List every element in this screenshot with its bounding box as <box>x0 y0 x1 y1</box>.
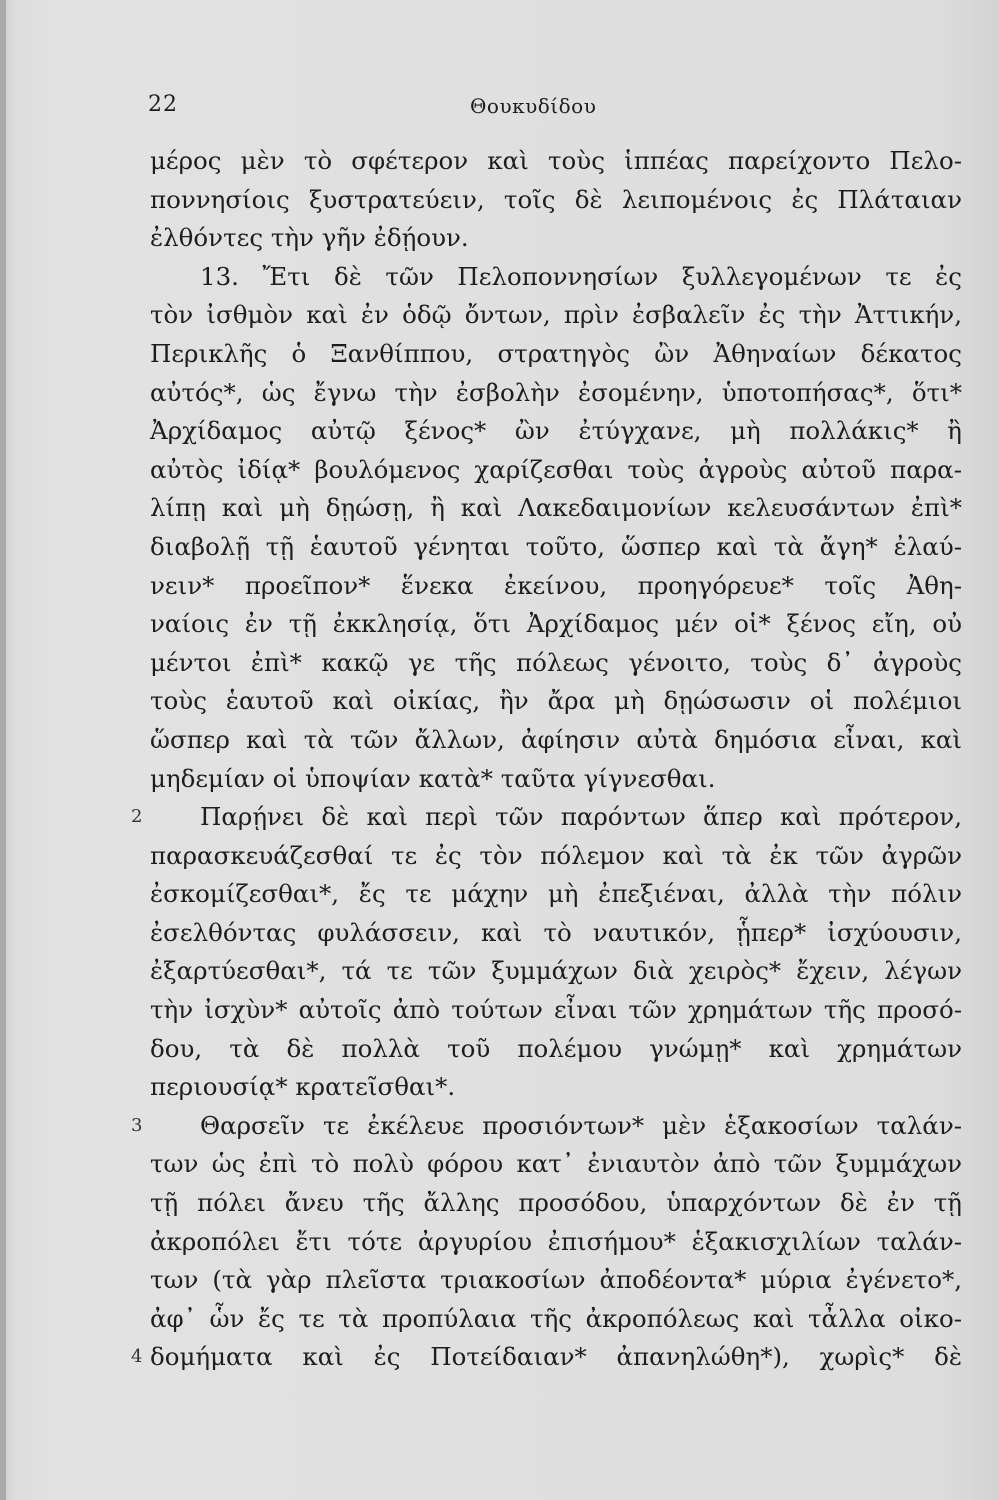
text-line <box>150 1261 962 1300</box>
line-text: ἐξαρτύεσθαι*, τά τε τῶν ξυμμάχων διὰ χειρὸς* ἔχειν, λέγων <box>150 956 962 986</box>
text-line <box>150 412 962 451</box>
section-margin-number: 4 <box>131 1346 143 1368</box>
text-line <box>150 335 962 374</box>
line-text: ὥσπερ καὶ τὰ τῶν ἄλλων, ἀφίησιν αὐτὰ δημόσια εἶναι, καὶ <box>150 724 962 754</box>
text-line <box>150 258 962 297</box>
page-number: 22 <box>148 92 178 117</box>
page-spine-edge <box>0 0 6 1500</box>
line-text: αὐτός*, ὡς ἔγνω τὴν ἐσβολὴν ἐσομένην, ὑποτοπήσας*, ὅτι* <box>150 377 962 407</box>
line-text: μέντοι ἐπὶ* κακῷ γε τῆς πόλεως γένοιτο, τοὺς δ᾽ ἀγροὺς <box>150 647 962 677</box>
text-line <box>150 682 962 721</box>
text-line <box>150 528 962 567</box>
text-line <box>150 489 962 528</box>
text-line <box>131 798 962 837</box>
line-text: ἐλθόντες τὴν γῆν ἐδῄουν. <box>150 223 469 253</box>
running-title: Θουκυδίδου <box>470 94 597 118</box>
line-text: 13. Ἔτι δὲ τῶν Πελοποννησίων ξυλλεγομένων τε ἐς <box>200 261 962 291</box>
text-line <box>150 374 962 413</box>
page-header <box>0 92 999 132</box>
line-text: Παρῄνει δὲ καὶ περὶ τῶν παρόντων ἅπερ καὶ πρότερον, <box>200 802 962 832</box>
body-text <box>131 142 962 1377</box>
text-line <box>150 1223 962 1262</box>
text-line <box>150 1300 962 1339</box>
line-text: τὸν ἰσθμὸν καὶ ἐν ὁδῷ ὄντων, πρὶν ἐσβαλεῖν ἐς τὴν Ἀττικήν, <box>150 300 962 330</box>
line-text: αὐτὸς ἰδίᾳ* βουλόμενος χαρίζεσθαι τοὺς ἀγροὺς αὐτοῦ παρα- <box>150 454 962 484</box>
line-text: ναίοις ἐν τῇ ἐκκλησίᾳ, ὅτι Ἀρχίδαμος μέν οἱ* ξένος εἴη, οὐ <box>150 609 962 639</box>
text-line <box>131 1338 962 1377</box>
text-line <box>150 914 962 953</box>
line-text: των ὡς ἐπὶ τὸ πολὺ φόρου κατ᾽ ἐνιαυτὸν ἀπὸ τῶν ξυμμάχων <box>150 1149 962 1179</box>
text-line <box>150 721 962 760</box>
text-line <box>150 296 962 335</box>
text-line <box>150 875 962 914</box>
text-line <box>150 1068 962 1107</box>
text-line <box>150 181 962 220</box>
line-text: τὴν ἰσχὺν* αὐτοῖς ἀπὸ τούτων εἶναι τῶν χρημάτων τῆς προσό- <box>150 995 962 1025</box>
line-text: λίπῃ καὶ μὴ δῃώσῃ, ἢ καὶ Λακεδαιμονίων κελευσάντων ἐπὶ* <box>150 493 962 523</box>
line-text: ἐσελθόντας φυλάσσειν, καὶ τὸ ναυτικόν, ᾗπερ* ἰσχύουσιν, <box>150 917 962 947</box>
text-line <box>150 952 962 991</box>
text-line <box>150 605 962 644</box>
text-line <box>131 1107 962 1146</box>
text-line <box>150 760 962 799</box>
line-text: δου, τὰ δὲ πολλὰ τοῦ πολέμου γνώμῃ* καὶ χρημάτων <box>150 1033 962 1063</box>
line-text: των (τὰ γὰρ πλεῖστα τριακοσίων ἀποδέοντα* μύρια ἐγένετο*, <box>150 1265 962 1295</box>
section-margin-number: 2 <box>131 806 143 828</box>
line-text: ποννησίοις ξυστρατεύειν, τοῖς δὲ λειπομένοις ἐς Πλάταιαν <box>150 184 962 214</box>
line-text: δομήματα καὶ ἐς Ποτείδαιαν* ἀπανηλώθη*), χωρὶς* δὲ <box>150 1342 962 1372</box>
text-line <box>150 142 962 181</box>
line-text: ἀφ᾽ ὧν ἔς τε τὰ προπύλαια τῆς ἀκροπόλεως καὶ τἆλλα οἰκο- <box>150 1303 962 1333</box>
line-text: παρασκευάζεσθαί τε ἐς τὸν πόλεμον καὶ τὰ ἐκ τῶν ἀγρῶν <box>150 840 962 870</box>
text-line <box>150 644 962 683</box>
line-text: Περικλῆς ὁ Ξανθίππου, στρατηγὸς ὢν Ἀθηναίων δέκατος <box>150 338 962 368</box>
line-text: ἐσκομίζεσθαι*, ἔς τε μάχην μὴ ἐπεξιέναι, ἀλλὰ τὴν πόλιν <box>150 879 962 909</box>
line-text: μέρος μὲν τὸ σφέτερον καὶ τοὺς ἱππέας παρείχοντο Πελο- <box>150 146 962 175</box>
text-line <box>150 991 962 1030</box>
text-line <box>150 1184 962 1223</box>
line-text: Θαρσεῖν τε ἐκέλευε προσιόντων* μὲν ἑξακοσίων ταλάν- <box>200 1110 962 1140</box>
line-text: περιουσίᾳ* κρατεῖσθαι*. <box>150 1072 456 1102</box>
line-text: τῇ πόλει ἄνευ τῆς ἄλλης προσόδου, ὑπαρχόντων δὲ ἐν τῇ <box>150 1188 962 1218</box>
text-line <box>150 1145 962 1184</box>
text-line <box>150 567 962 606</box>
line-text: μηδεμίαν οἱ ὑποψίαν κατὰ* ταῦτα γίγνεσθαι. <box>150 763 716 793</box>
line-text: Ἀρχίδαμος αὐτῷ ξένος* ὢν ἐτύγχανε, μὴ πολλάκις* ἢ <box>150 416 962 446</box>
text-line <box>150 451 962 490</box>
line-text: ἀκροπόλει ἔτι τότε ἀργυρίου ἐπισήμου* ἑξακισχιλίων ταλάν- <box>150 1226 962 1256</box>
text-line <box>150 219 962 258</box>
line-text: διαβολῇ τῇ ἑαυτοῦ γένηται τοῦτο, ὥσπερ καὶ τὰ ἄγη* ἐλαύ- <box>150 531 962 561</box>
text-line <box>150 1030 962 1069</box>
text-line <box>150 837 962 876</box>
line-text: νειν* προεῖπον* ἕνεκα ἐκείνου, προηγόρευε* τοῖς Ἀθη- <box>150 570 962 600</box>
section-margin-number: 3 <box>131 1114 143 1136</box>
line-text: τοὺς ἑαυτοῦ καὶ οἰκίας, ἢν ἄρα μὴ δῃώσωσιν οἱ πολέμιοι <box>150 686 962 716</box>
